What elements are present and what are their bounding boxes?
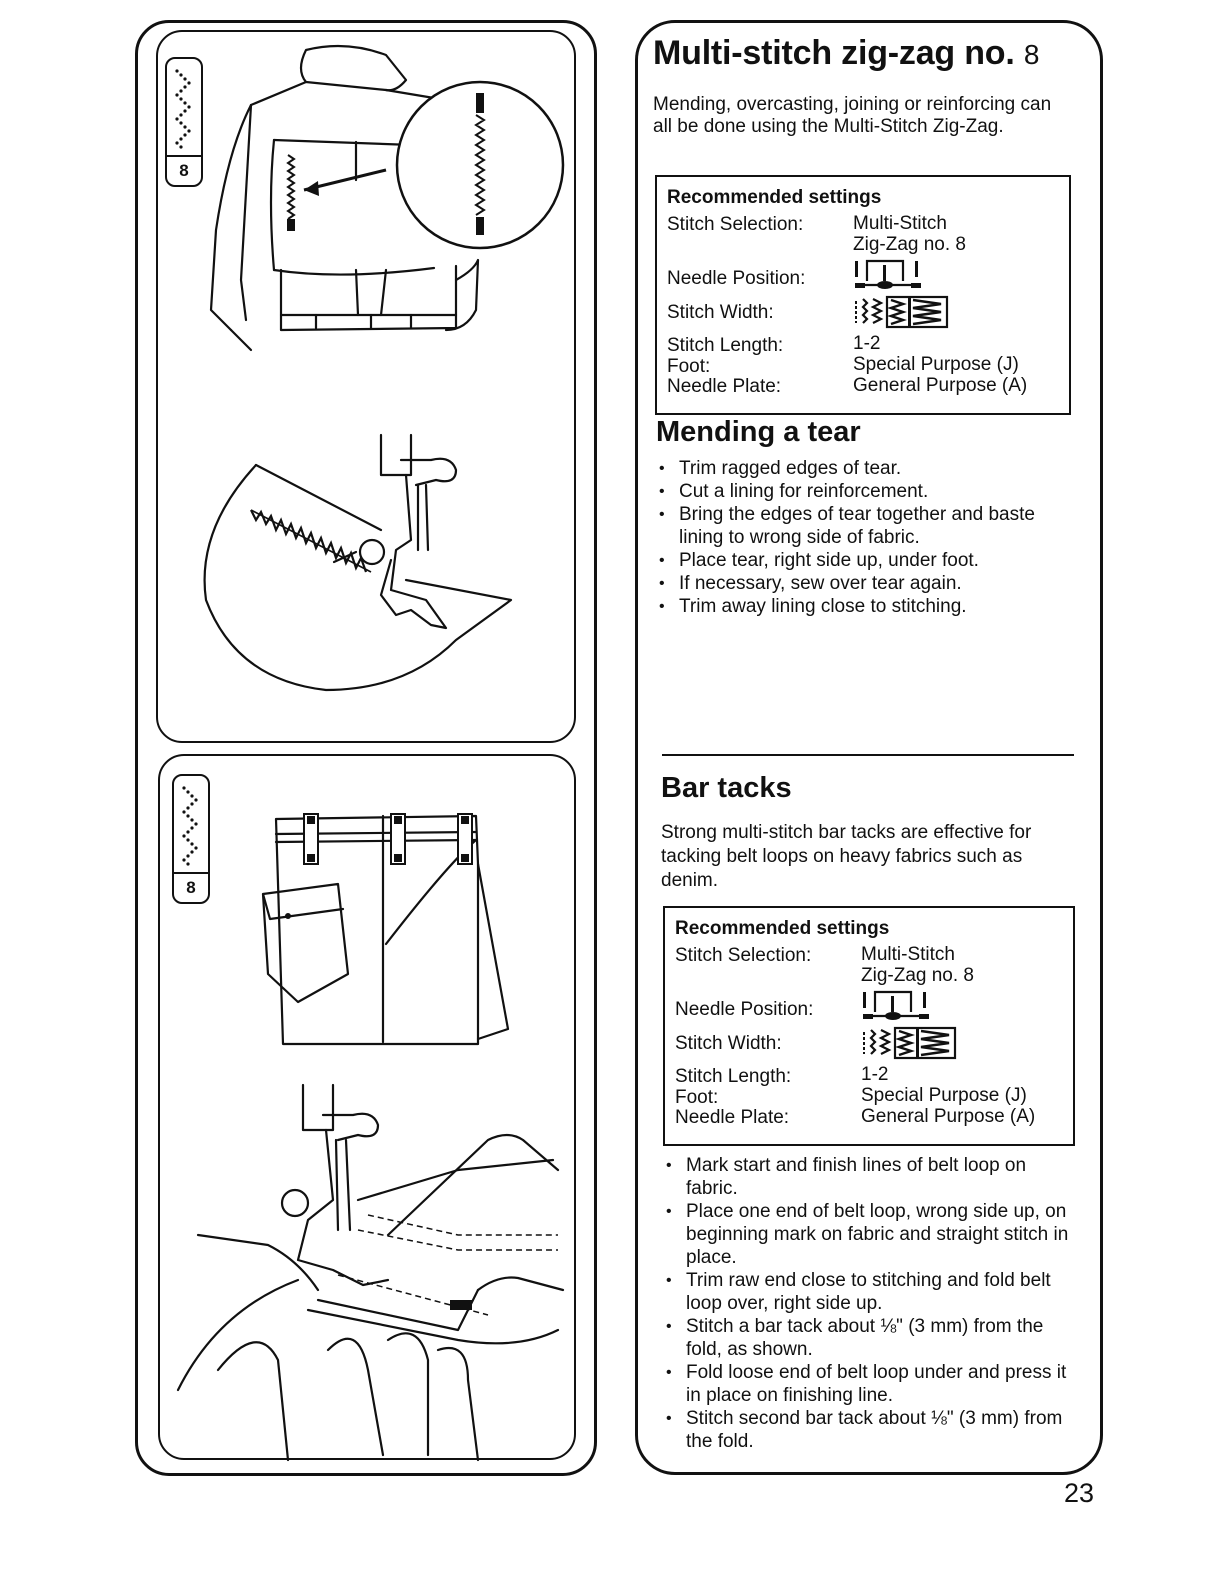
list-item: • If necessary, sew over tear again. (655, 572, 1075, 595)
stitch-selection-value: Multi-Stitch (853, 213, 947, 234)
bar-tacks-intro: Strong multi-stitch bar tacks are effective for tacking belt loops on heavy fabrics such as denim. (661, 822, 1032, 891)
recommended-settings-box-bottom (663, 906, 1075, 1146)
needle-plate-value: General Purpose (A) (861, 1106, 1036, 1127)
list-item: • Trim raw end close to stitching and fold belt loop over, right side up. (662, 1269, 1082, 1315)
list-item: • Place tear, right side up, under foot. (655, 549, 1075, 572)
list-item: • Bring the edges of tear together and baste lining to wrong side of fabric. (655, 503, 1075, 549)
list-item: • Trim ragged edges of tear. (655, 457, 1075, 480)
center-needle-position-icon (853, 257, 925, 291)
stitch-selection-value: Multi-Stitch (861, 944, 955, 965)
intro-paragraph: Mending, overcasting, joining or reinforcing can all be done using the Multi-Stitch Zig-Zag. (653, 94, 1052, 137)
page-title (653, 34, 1039, 73)
list-item: • Stitch a bar tack about ⅛" (3 mm) from the fold, as shown. (662, 1315, 1082, 1361)
needle-position-label: Needle Position: (675, 999, 814, 1020)
stitch-length-value: 1-2 (861, 1064, 889, 1085)
stitch-length-value: 1-2 (853, 333, 881, 354)
list-item: • Fold loose end of belt loop under and press it in place on finishing line. (662, 1361, 1082, 1407)
stitch-selection-label: Stitch Selection: (675, 945, 812, 966)
foot-label: Foot: (667, 356, 711, 377)
needle-plate-label: Needle Plate: (667, 376, 782, 397)
foot-label: Foot: (675, 1087, 719, 1108)
page-number: 23 (1064, 1478, 1095, 1508)
badge-number: 8 (186, 878, 196, 897)
list-item: • Trim away lining close to stitching. (655, 595, 1075, 618)
needle-plate-label: Needle Plate: (675, 1107, 790, 1128)
bar-tacks-steps (662, 1154, 1082, 1453)
list-item: • Cut a lining for reinforcement. (655, 480, 1075, 503)
page-title-main: Multi-stitch zig-zag no. (653, 34, 1015, 72)
stitch-selection-value-2: Zig-Zag no. 8 (853, 234, 966, 255)
jeans-belt-loop-illustration (158, 754, 578, 1054)
mending-heading: Mending a tear (656, 416, 861, 448)
machine-mending-illustration (156, 400, 576, 730)
stitch-selection-label: Stitch Selection: (667, 214, 804, 235)
bar-tacks-heading: Bar tacks (661, 772, 792, 804)
mending-steps (655, 457, 1075, 618)
badge-number: 8 (179, 161, 189, 180)
settings-title: Recommended settings (667, 187, 882, 208)
machine-bar-tack-illustration (158, 1060, 576, 1460)
widest-stitch-width-icon (853, 295, 951, 329)
stitch-width-label: Stitch Width: (667, 302, 774, 323)
recommended-settings-box-top (655, 175, 1071, 415)
section-divider (662, 754, 1074, 756)
foot-value: Special Purpose (J) (861, 1085, 1027, 1106)
foot-value: Special Purpose (J) (853, 354, 1019, 375)
settings-title: Recommended settings (675, 918, 890, 939)
stitch-length-label: Stitch Length: (675, 1066, 792, 1087)
page-title-number: 8 (1023, 39, 1040, 70)
widest-stitch-width-icon (861, 1026, 959, 1060)
stitch-length-label: Stitch Length: (667, 335, 784, 356)
stitch-width-label: Stitch Width: (675, 1033, 782, 1054)
list-item: • Mark start and finish lines of belt loop on fabric. (662, 1154, 1082, 1200)
center-needle-position-icon (861, 988, 933, 1022)
needle-position-label: Needle Position: (667, 268, 806, 289)
list-item: • Place one end of belt loop, wrong side up, on beginning mark on fabric and straight stitch in place. (662, 1200, 1082, 1269)
jacket-back-illustration (156, 30, 576, 360)
list-item: • Stitch second bar tack about ⅛" (3 mm) from the fold. (662, 1407, 1082, 1453)
needle-plate-value: General Purpose (A) (853, 375, 1028, 396)
stitch-selection-value-2: Zig-Zag no. 8 (861, 965, 974, 986)
